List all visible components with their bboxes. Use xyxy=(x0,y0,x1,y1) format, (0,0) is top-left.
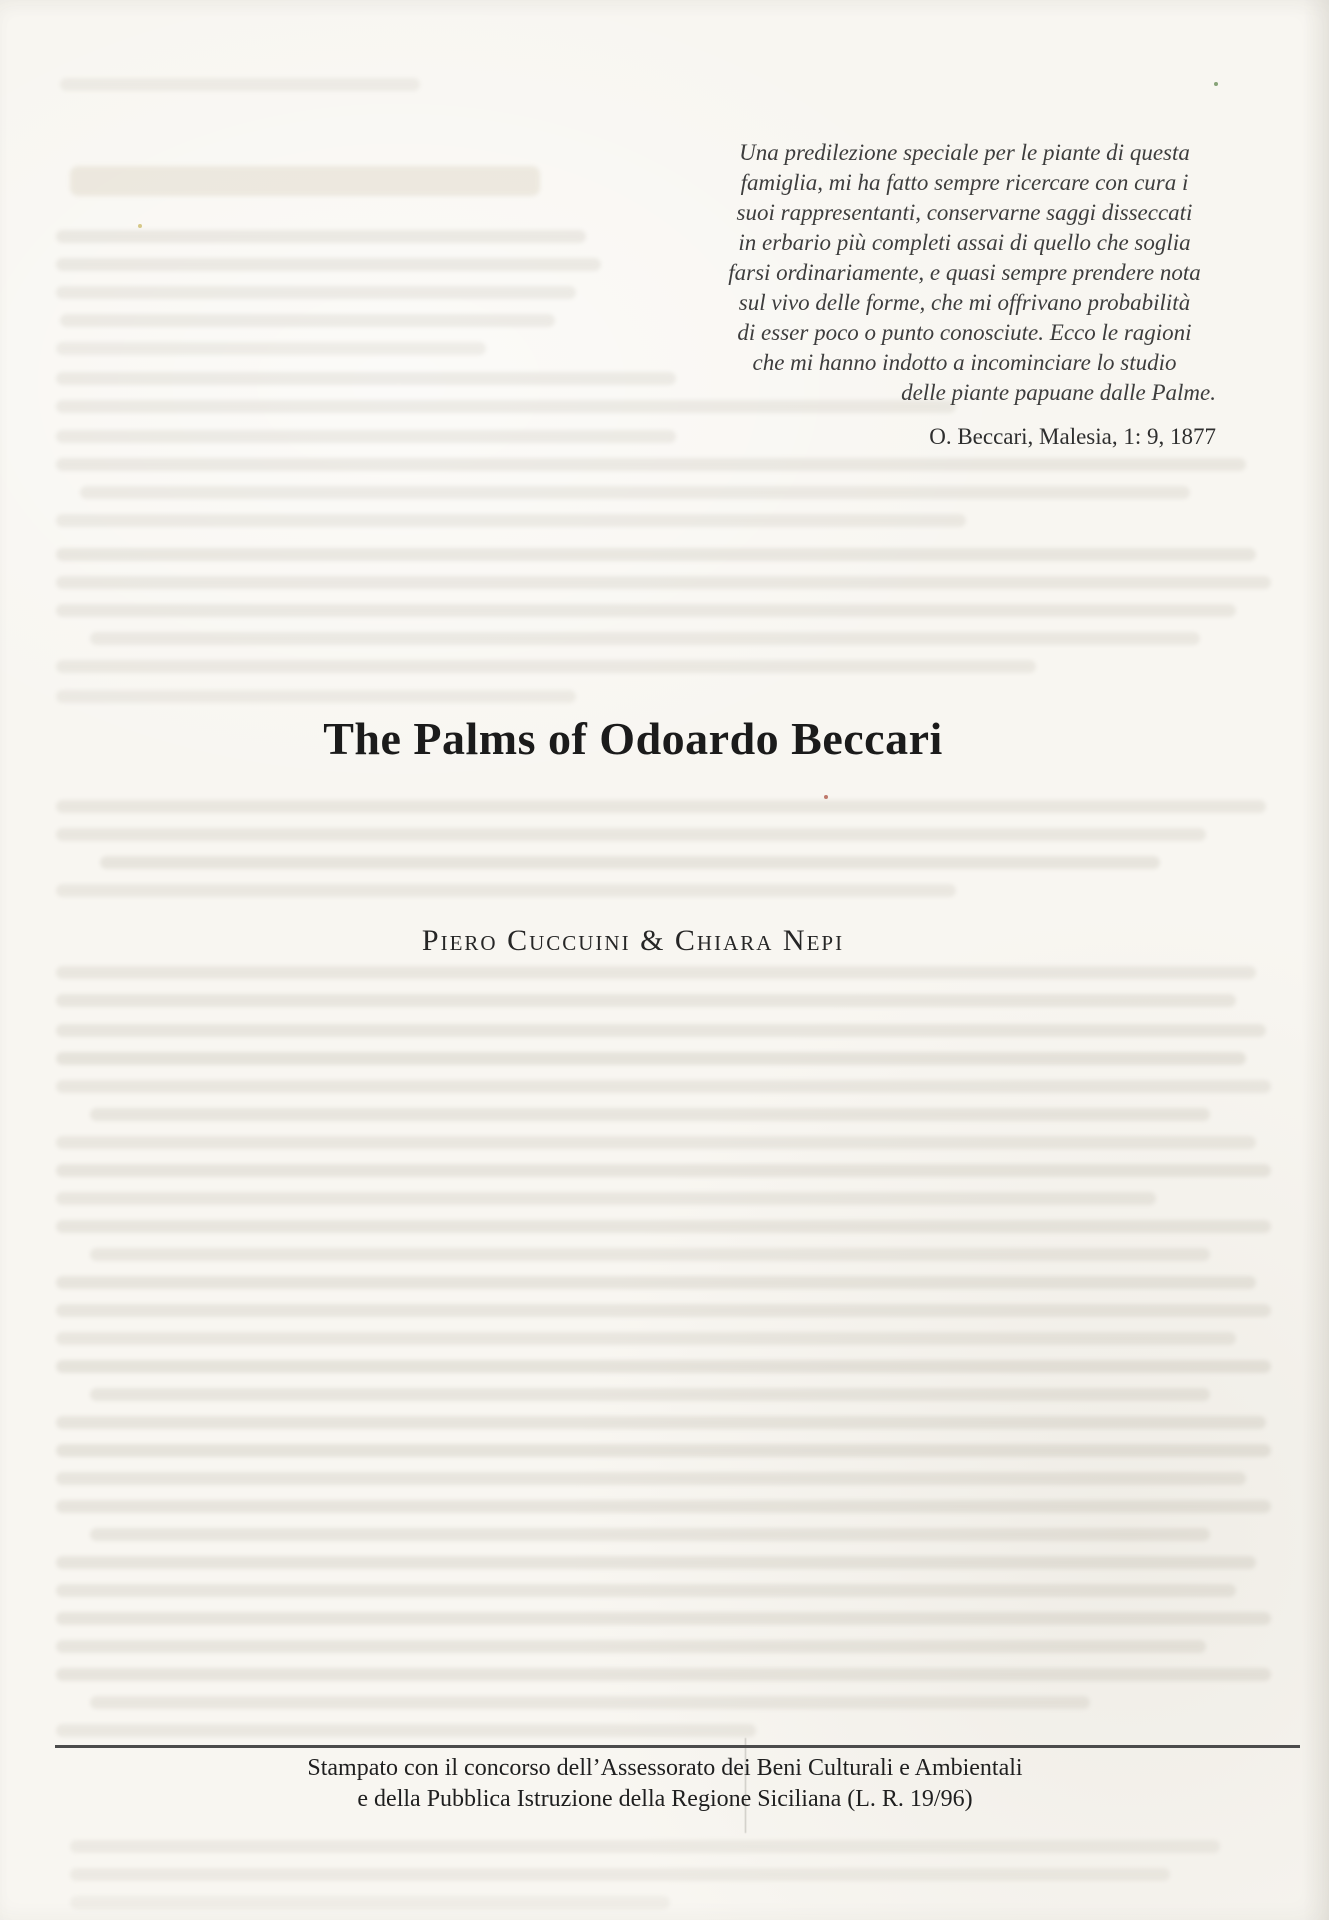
ghost-text-line xyxy=(56,1136,1256,1149)
ghost-text-line xyxy=(56,1500,1271,1513)
ghost-text-line xyxy=(80,486,1190,499)
ghost-text-line xyxy=(56,994,1236,1007)
ghost-text-line xyxy=(56,800,1266,813)
ghost-text-line xyxy=(56,514,966,527)
ghost-text-line xyxy=(90,1108,1210,1121)
epigraph-line: di esser poco o punto conosciute. Ecco le ragioni xyxy=(737,320,1192,345)
scan-edge-shadow xyxy=(1303,0,1329,1920)
imprint-notice xyxy=(25,1753,1305,1815)
ghost-text-line xyxy=(56,430,676,443)
ghost-text-line xyxy=(56,1360,1271,1373)
ghost-text-line xyxy=(56,1668,1271,1681)
imprint-divider-rule xyxy=(55,1745,1300,1748)
ghost-text-line xyxy=(56,690,576,703)
epigraph-line: suoi rappresentanti, conservarne saggi disseccati xyxy=(736,200,1193,225)
ghost-text-line xyxy=(70,1840,1220,1853)
ghost-text-line xyxy=(56,1724,756,1737)
ghost-text-line xyxy=(56,604,1236,617)
ghost-text-line xyxy=(56,966,1256,979)
scan-scratch xyxy=(745,1738,746,1833)
ghost-text-line xyxy=(56,1164,1271,1177)
epigraph-line: sul vivo delle forme, che mi offrivano probabilità xyxy=(738,290,1191,315)
ghost-text-line xyxy=(100,856,1160,869)
ghost-text-line xyxy=(70,1896,670,1909)
ghost-text-line xyxy=(56,372,676,385)
ghost-text-line xyxy=(56,1416,1266,1429)
ghost-text-line xyxy=(56,286,576,299)
epigraph-line: famiglia, mi ha fatto sempre ricercare con cura i xyxy=(740,170,1189,195)
epigraph-line: che mi hanno indotto a incominciare lo studio xyxy=(752,350,1177,375)
ghost-text-line xyxy=(56,1640,1206,1653)
epigraph-line: farsi ordinariamente, e quasi sempre prendere nota xyxy=(728,260,1201,285)
ghost-text-line xyxy=(56,1276,1256,1289)
ghost-text-line xyxy=(90,1696,1090,1709)
epigraph-quote xyxy=(713,138,1216,408)
ghost-text-line xyxy=(56,1332,1236,1345)
ghost-text-line xyxy=(56,660,1036,673)
imprint-line-1: Stampato con il concorso dell’Assessorato dei Beni Culturali e Ambientali xyxy=(307,1755,1023,1781)
ghost-text-line xyxy=(56,258,601,271)
ghost-text-line xyxy=(56,1304,1271,1317)
ghost-text-line xyxy=(56,1472,1246,1485)
ghost-text-line xyxy=(90,1248,1210,1261)
epigraph-line: delle piante papuane dalle Palme. xyxy=(901,380,1216,405)
ghost-text-line xyxy=(56,1052,1246,1065)
ghost-text-line xyxy=(60,314,555,327)
ghost-text-line xyxy=(56,1612,1271,1625)
epigraph-attribution: O. Beccari, Malesia, 1: 9, 1877 xyxy=(929,424,1216,449)
ghost-text-line xyxy=(56,1584,1236,1597)
scan-speck xyxy=(1214,82,1218,86)
epigraph-line: Una predilezione speciale per le piante di questa xyxy=(739,140,1190,165)
ghost-text-line xyxy=(56,576,1271,589)
ghost-text-line xyxy=(56,342,486,355)
ghost-text-line xyxy=(56,1192,1156,1205)
ghost-text-line xyxy=(56,1024,1266,1037)
ghost-text-line xyxy=(90,1528,1210,1541)
epigraph-line: in erbario più completi assai di quello che soglia xyxy=(738,230,1191,255)
ghost-text-line xyxy=(90,1388,1210,1401)
ghost-text-line xyxy=(56,1220,1271,1233)
ghost-text-line xyxy=(90,632,1200,645)
authors-line: Piero Cuccuini & Chiara Nepi xyxy=(421,924,845,957)
ghost-text-line xyxy=(56,828,1206,841)
ghost-text-line xyxy=(70,1868,1170,1881)
ghost-text-line xyxy=(56,230,586,243)
page-title: The Palms of Odoardo Beccari xyxy=(323,713,943,764)
ghost-text-line xyxy=(60,78,420,91)
ghost-text-line xyxy=(56,884,956,897)
ghost-text-line xyxy=(56,458,1246,471)
ghost-text-line xyxy=(56,1080,1271,1093)
ghost-text-line xyxy=(56,548,1256,561)
ghost-text-line xyxy=(56,1444,1271,1457)
scan-speck xyxy=(138,224,142,228)
ghost-running-title xyxy=(70,166,540,196)
scan-speck xyxy=(824,795,828,799)
ghost-text-line xyxy=(56,1556,1256,1569)
imprint-line-2: e della Pubblica Istruzione della Regione Siciliana (L. R. 19/96) xyxy=(357,1786,973,1812)
